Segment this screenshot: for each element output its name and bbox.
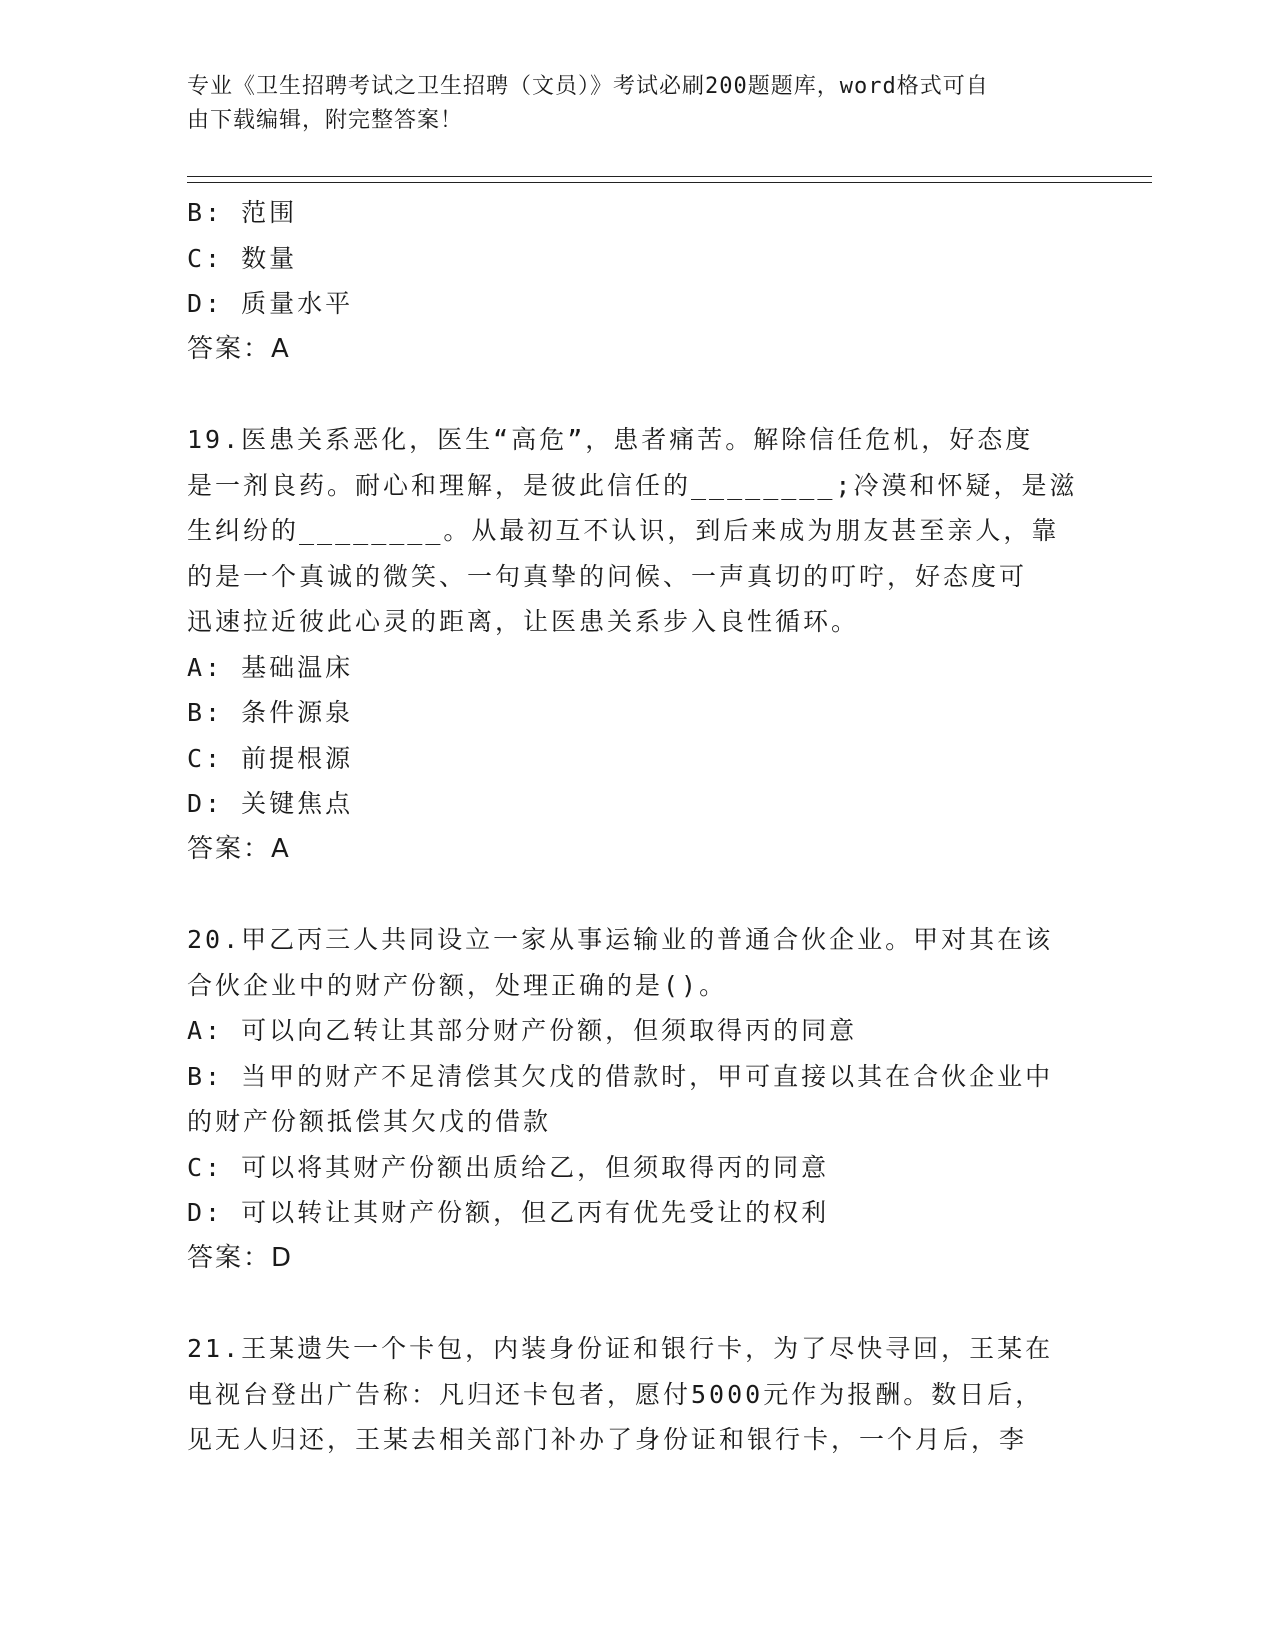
question-text-line: 迅速拉近彼此心灵的距离，让医患关系步入良性循环。 — [187, 607, 860, 636]
option-b-continued: 的财产份额抵偿其欠戊的借款 — [187, 1107, 552, 1136]
question-text-line: 电视台登出广告称：凡归还卡包者，愿付5000元作为报酬。数日后， — [187, 1379, 1044, 1409]
question-18-tail — [187, 190, 1087, 372]
question-text-line: 20.甲乙丙三人共同设立一家从事运输业的普通合伙企业。甲对其在该 — [187, 925, 1054, 954]
option-b: B: 条件源泉 — [187, 698, 354, 727]
question-text-line: 见无人归还，王某去相关部门补办了身份证和银行卡，一个月后，李 — [187, 1425, 1028, 1454]
option-b: B: 范围 — [187, 198, 298, 227]
spacer — [187, 372, 1087, 417]
option-c: C: 数量 — [187, 243, 298, 273]
option-d: D: 关键焦点 — [187, 789, 354, 818]
document-header — [187, 70, 1067, 138]
option-b: B: 当甲的财产不足清偿其欠戊的借款时，甲可直接以其在合伙企业中 — [187, 1061, 1054, 1091]
option-c: C: 前提根源 — [187, 743, 354, 773]
document-body — [187, 190, 1087, 1463]
option-a: A: 基础温床 — [187, 652, 354, 682]
question-text-line: 的是一个真诚的微笑、一句真挚的问候、一声真切的叮咛，好态度可 — [187, 561, 1028, 591]
spacer — [187, 872, 1087, 917]
question-text-line: 21.王某遗失一个卡包，内装身份证和银行卡，为了尽快寻回，王某在 — [187, 1334, 1054, 1363]
question-21 — [187, 1326, 1087, 1463]
option-d: D: 质量水平 — [187, 289, 354, 318]
option-a: A: 可以向乙转让其部分财产份额，但须取得丙的同意 — [187, 1016, 858, 1045]
header-line-2: 由下载编辑，附完整答案！ — [187, 108, 464, 133]
question-text-line: 19.医患关系恶化，医生“高危”，患者痛苦。解除信任危机，好态度 — [187, 425, 1034, 454]
answer-line: 答案：D — [187, 1242, 294, 1273]
question-text-line: 合伙企业中的财产份额，处理正确的是()。 — [187, 970, 728, 1000]
spacer — [187, 1281, 1087, 1326]
header-line-1: 专业《卫生招聘考试之卫生招聘（文员）》考试必刷200题题库，word格式可自 — [187, 74, 989, 99]
question-text-line: 是一剂良药。耐心和理解，是彼此信任的________;冷漠和怀疑，是滋 — [187, 470, 1078, 500]
question-20 — [187, 917, 1087, 1281]
header-divider — [187, 176, 1152, 183]
question-19 — [187, 417, 1087, 872]
option-c: C: 可以将其财产份额出质给乙，但须取得丙的同意 — [187, 1152, 830, 1182]
answer-line: 答案：A — [187, 333, 291, 364]
answer-line: 答案：A — [187, 833, 291, 864]
option-d: D: 可以转让其财产份额，但乙丙有优先受让的权利 — [187, 1198, 830, 1227]
question-text-line: 生纠纷的________。从最初互不认识，到后来成为朋友甚至亲人，靠 — [187, 516, 1060, 545]
